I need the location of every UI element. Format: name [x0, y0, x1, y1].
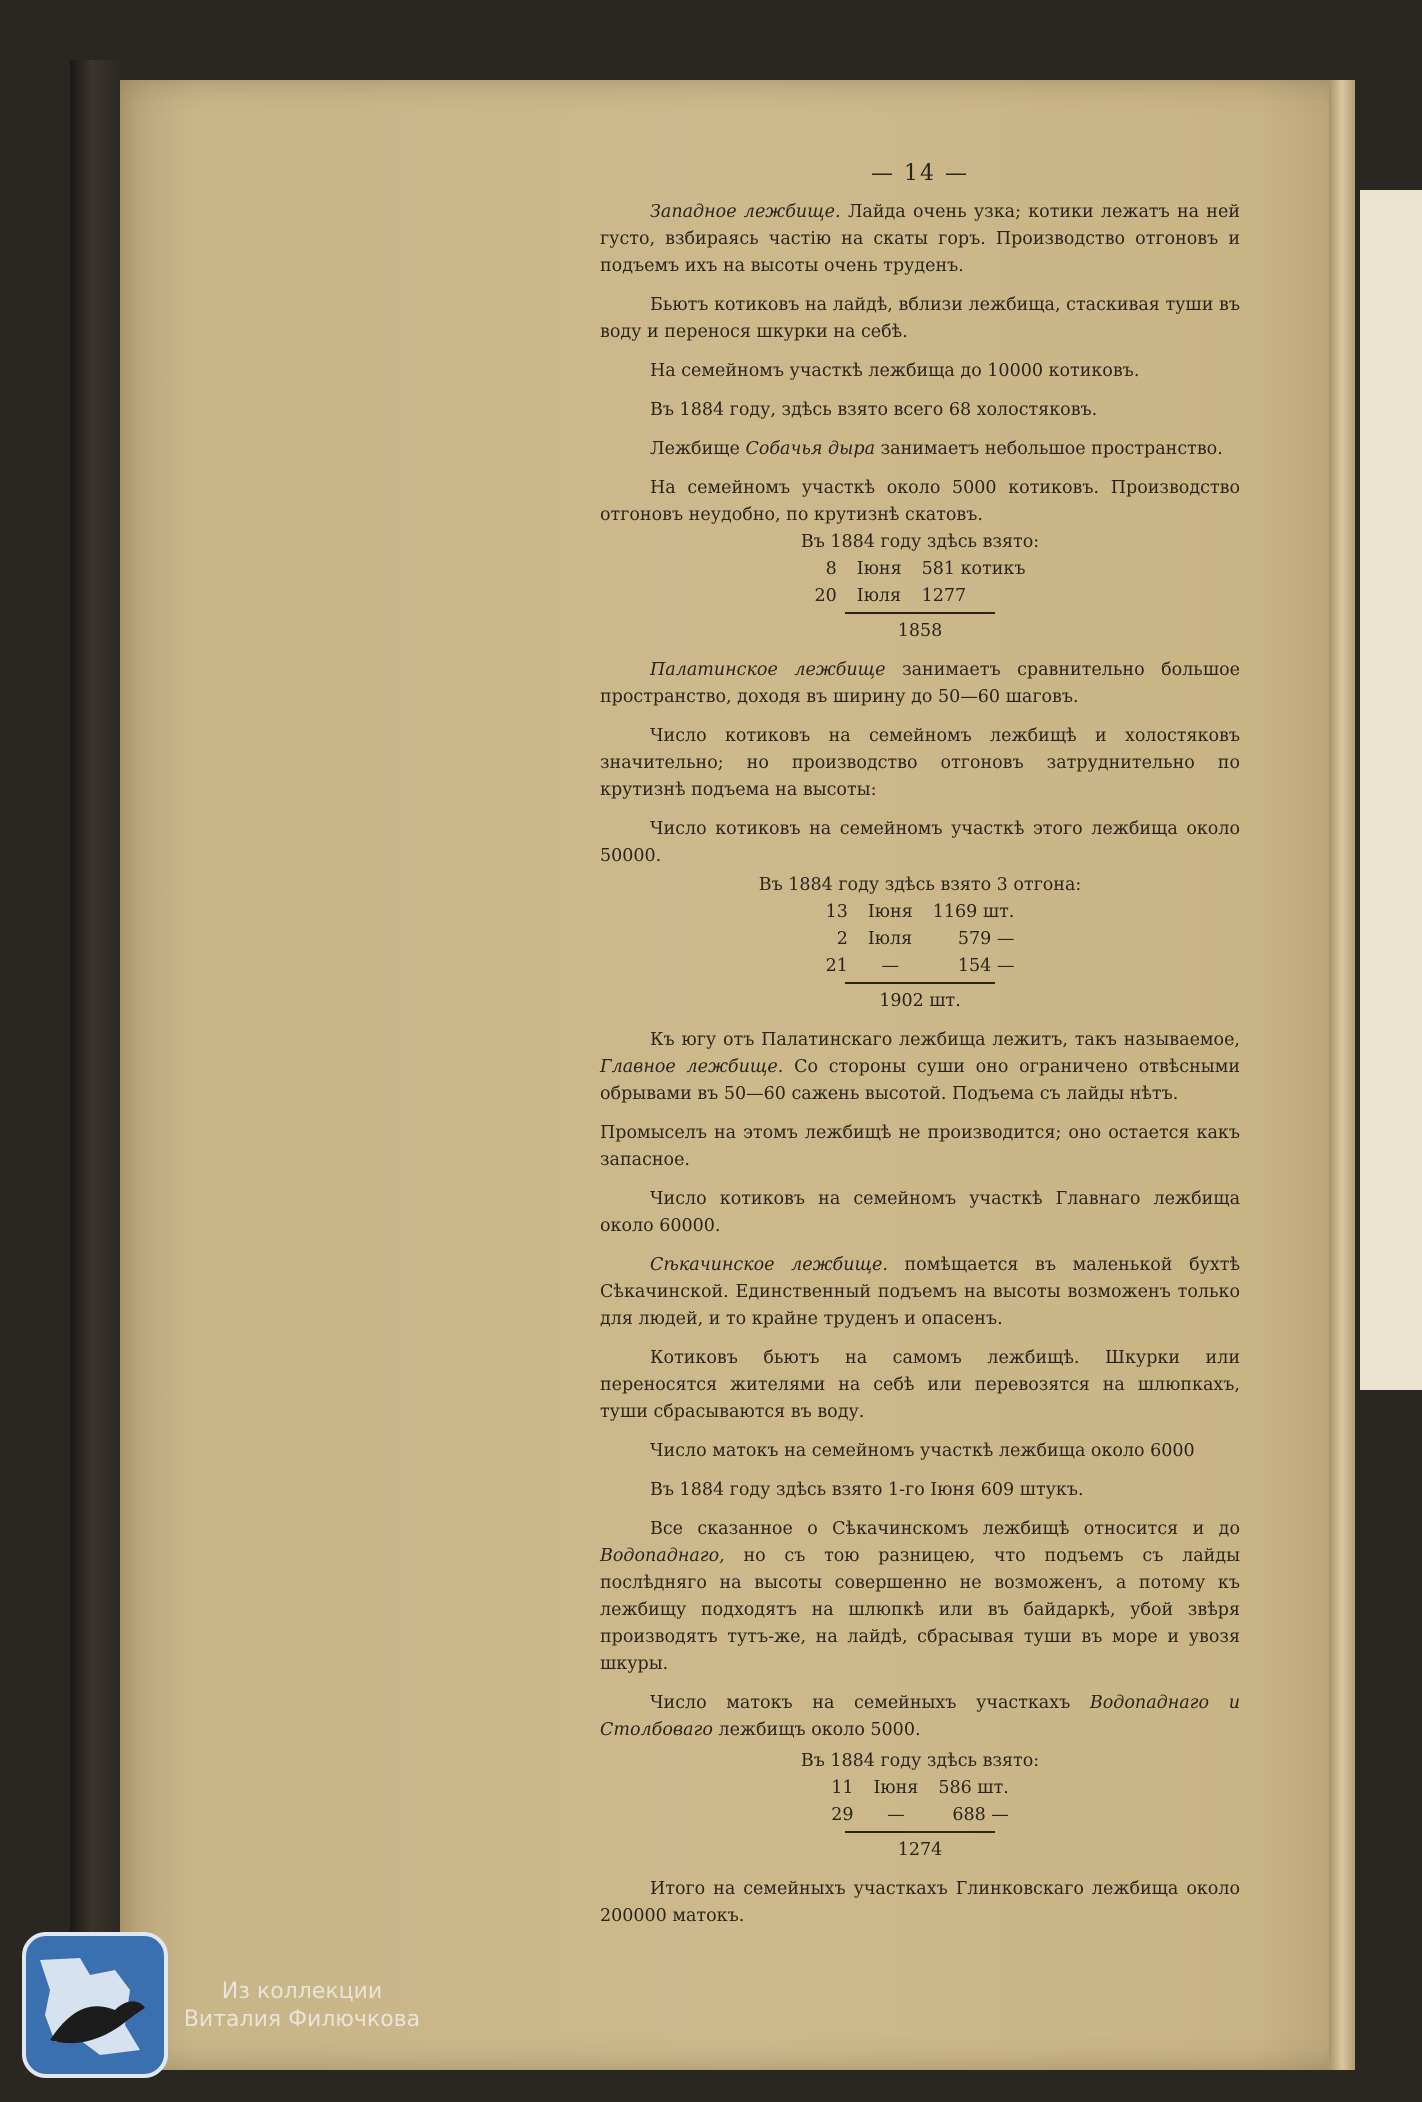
table-row — [816, 926, 1025, 953]
table-cell: Іюля — [867, 929, 913, 949]
paragraph — [600, 1516, 1240, 1678]
paragraph: Бьютъ котиковъ на лайдѣ, вблизи лежбища, стаскивая туши въ воду и перенося шкурки на себѣ. — [600, 295, 1240, 342]
adjacent-sheet — [1360, 190, 1422, 1390]
paragraph — [600, 1252, 1240, 1333]
paragraph-text: но съ тою разницею, что подъемъ съ лайды послѣдняго на высоты совершенно не возможенъ, а потому къ лежбищу подходятъ на шлюпкѣ или въ байдаркѣ, убой звѣря производятъ тутъ-же, на лайдѣ, сбрасывая туши въ море и увозя шкуры. — [600, 1546, 1240, 1674]
page-edge — [1329, 80, 1355, 2070]
table-cell: — — [887, 1805, 905, 1825]
table-cell: Іюня — [873, 1778, 919, 1798]
paragraph-text: лежбищъ около 5000. — [712, 1720, 921, 1740]
table-cell: 21 — [825, 956, 848, 976]
paragraph: Въ 1884 году здѣсь взято 1-го Іюня 609 штукъ. — [650, 1480, 1084, 1500]
table-cell: Іюня — [856, 559, 902, 579]
paragraph-text: Лежбище — [650, 439, 746, 459]
paragraph-text: помѣщается въ маленькой бухтѣ Сѣкачинской. Единственный подъемъ на высоты возможенъ только для людей, и то крайне труденъ и опасенъ. — [600, 1255, 1241, 1329]
table-row — [816, 899, 1025, 926]
table-cell: 29 — [831, 1805, 854, 1825]
paragraph: Число матокъ на семейномъ участкѣ лежбища около 6000 — [650, 1441, 1195, 1461]
page-text — [600, 160, 1240, 1942]
table-cell: 2 — [836, 929, 848, 949]
sum-rule — [845, 982, 995, 984]
paragraph-text: Лайда очень узка; котики лежатъ на ней густо, взбираясь частію на скаты горъ. Производство отгоновъ и подъемъ ихъ на высоты очень труденъ. — [600, 202, 1240, 276]
table-cell: 579 — — [957, 929, 1015, 949]
table-row — [821, 1802, 1019, 1829]
italic-term: Водопаднаго, — [600, 1546, 725, 1566]
table-row — [805, 556, 1036, 583]
paragraph-text: занимаетъ сравнительно большое пространство, доходя въ ширину до 50—60 шаговъ. — [600, 660, 1240, 707]
table-cell: Іюля — [856, 586, 902, 606]
table-total: 1274 — [897, 1840, 943, 1860]
caption-line: Из коллекции — [221, 1979, 383, 2004]
paragraph — [600, 1690, 1240, 1744]
paragraph: Число котиковъ на семейномъ участкѣ этого лежбища около 50000. — [600, 819, 1240, 866]
table-cell: 1169 шт. — [932, 902, 1015, 922]
table-cell: 581 котикъ — [921, 559, 1026, 579]
taken-heading: Въ 1884 году здѣсь взято 3 отгона: — [758, 875, 1082, 895]
sum-rule — [845, 1831, 995, 1833]
paragraph-text: Къ югу отъ Палатинскаго лежбища лежитъ, такъ называемое, — [650, 1030, 1240, 1050]
table-cell: 20 — [814, 586, 837, 606]
paragraph: Котиковъ бьютъ на самомъ лежбищѣ. Шкурки или переносятся жителями на себѣ или перевозятся на шлюпкахъ, туши сбрасываются въ воду. — [600, 1348, 1240, 1422]
taken-heading: Въ 1884 году здѣсь взято: — [800, 1751, 1040, 1771]
catch-table-3 — [821, 1775, 1019, 1829]
collection-logo-icon — [20, 1930, 170, 2080]
paragraph: На семейномъ участкѣ лежбища до 10000 котиковъ. — [650, 361, 1140, 381]
paragraph: Число котиковъ на семейномъ участкѣ Главнаго лежбища около 60000. — [600, 1189, 1240, 1236]
table-row — [816, 953, 1025, 980]
book-binding — [70, 60, 125, 2060]
paragraph: Въ 1884 году, здѣсь взято всего 68 холостяковъ. — [650, 400, 1098, 420]
paragraph-text: Число матокъ на семейныхъ участкахъ — [650, 1693, 1090, 1713]
table-cell: 1277 — [921, 586, 967, 606]
paragraph — [600, 199, 1240, 280]
paragraph-text: занимаетъ небольшое пространство. — [875, 439, 1223, 459]
paragraph-text: Все сказанное о Сѣкачинскомъ лежбищѣ относится и до — [650, 1519, 1240, 1539]
page-number: — 14 — — [871, 161, 969, 186]
table-cell: 688 — — [952, 1805, 1009, 1825]
table-cell: 13 — [825, 902, 848, 922]
paragraph: Число котиковъ на семейномъ лежбищѣ и холостяковъ значительно; но производство отгоновъ затруднительно по крутизнѣ подъема на высоты: — [600, 726, 1240, 800]
taken-heading: Въ 1884 году здѣсь взято: — [800, 532, 1040, 552]
italic-term: Сѣкачинское лежбище. — [650, 1255, 888, 1275]
collection-caption — [182, 1978, 422, 2034]
sum-rule — [845, 612, 995, 614]
paragraph — [600, 657, 1240, 711]
italic-term: Палатинское лежбище — [650, 660, 886, 680]
table-row — [805, 583, 1036, 610]
italic-term: Собачья дыра — [745, 439, 876, 459]
catch-table-2 — [816, 899, 1025, 980]
paragraph: Итого на семейныхъ участкахъ Глинковскаго лежбища около 200000 матокъ. — [600, 1879, 1240, 1926]
catch-table-1 — [805, 556, 1036, 610]
italic-term: Главное лежбище. — [600, 1057, 784, 1077]
table-cell: Іюня — [867, 902, 913, 922]
paragraph-text: Со стороны суши оно ограничено отвѣсными обрывами въ 50—60 сажень высотой. Подъема съ лайды нѣтъ. — [600, 1057, 1240, 1104]
table-cell: — — [881, 956, 900, 976]
table-row — [821, 1775, 1019, 1802]
paragraph — [600, 1027, 1240, 1108]
table-cell: 11 — [831, 1778, 854, 1798]
table-total: 1858 — [897, 621, 943, 641]
caption-line: Виталия Филючкова — [183, 2007, 421, 2032]
table-cell: 8 — [825, 559, 837, 579]
table-cell: 154 — — [957, 956, 1015, 976]
italic-term: Западное лежбище. — [650, 202, 841, 222]
paragraph: На семейномъ участкѣ около 5000 котиковъ. Производство отгоновъ неудобно, по крутизнѣ скатовъ. — [600, 478, 1240, 525]
paragraph — [600, 436, 1240, 463]
table-total: 1902 шт. — [879, 991, 961, 1011]
paragraph: Промыселъ на этомъ лежбищѣ не производится; оно остается какъ запасное. — [600, 1123, 1240, 1170]
table-cell: 586 шт. — [938, 1778, 1009, 1798]
italic-term: Водопаднаго и Столбоваго — [600, 1693, 1240, 1740]
